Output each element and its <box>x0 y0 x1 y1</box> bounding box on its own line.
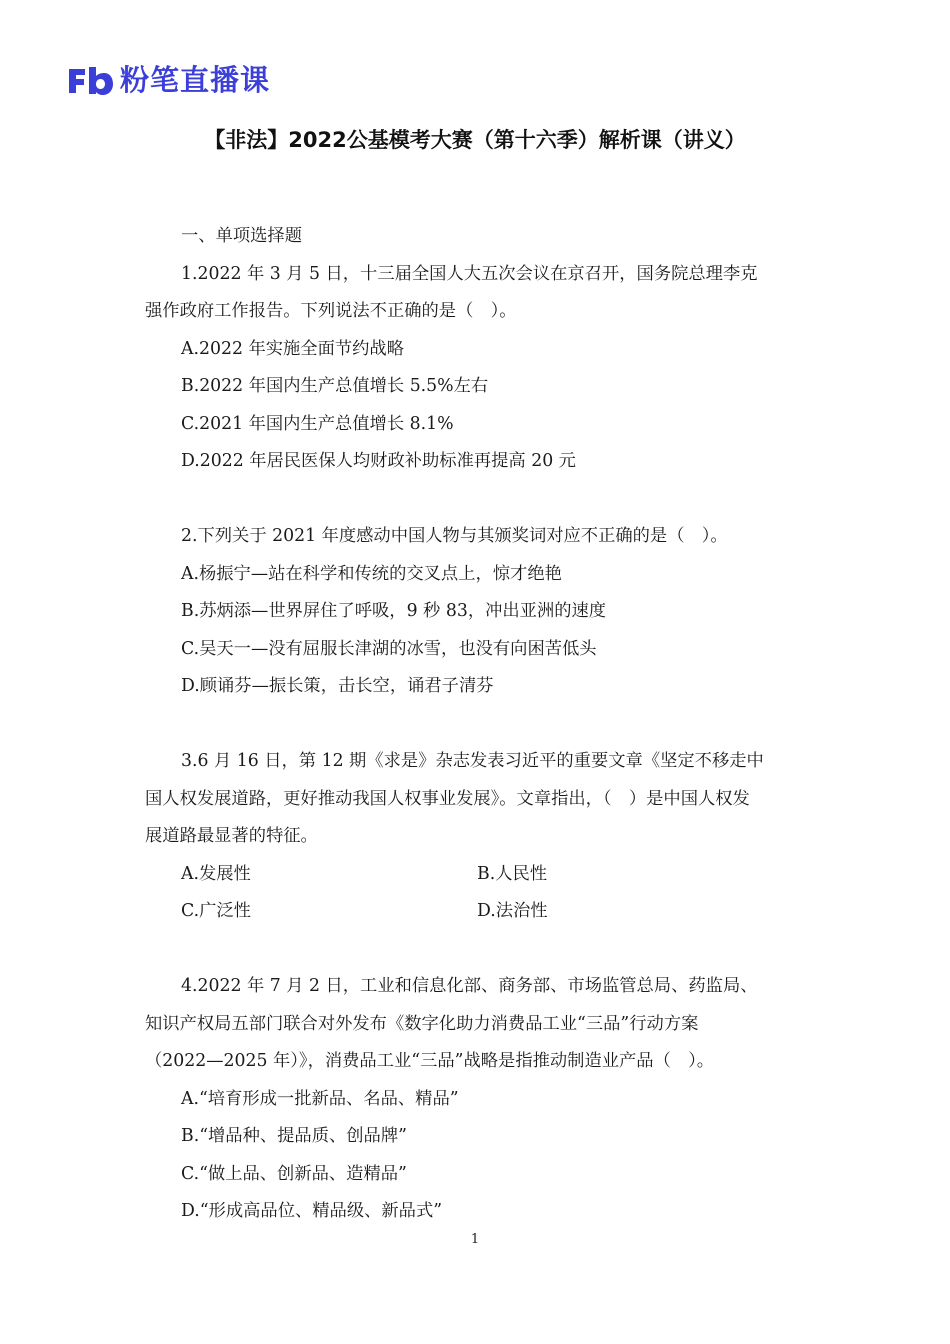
options-row <box>145 856 807 894</box>
option-a: A.“培育形成一批新品、名品、精品” <box>181 1088 459 1109</box>
option-b: B.2022 年国内生产总值增长 5.5%左右 <box>181 376 489 396</box>
question-stem: 1.2022 年 3 月 5 日，十三届全国人大五次会议在京召开，国务院总理李克 <box>181 263 758 284</box>
option-b: B.“增品种、提品质、创品牌” <box>181 1126 407 1146</box>
option-d: D.顾诵芬—振长策，击长空，诵君子清芬 <box>181 676 494 696</box>
question-stem: 4.2022 年 7 月 2 日，工业和信息化部、商务部、市场监管总局、药监局、 <box>181 976 758 996</box>
question-stem: 3.6 月 16 日，第 12 期《求是》杂志发表习近平的重要文章《坚定不移走中 <box>181 751 764 771</box>
brand-logo <box>66 62 270 98</box>
question-stem: 知识产权局五部门联合对外发布《数字化助力消费品工业“三品”行动方案 <box>145 1013 699 1034</box>
question-1 <box>145 256 807 481</box>
question-stem: 国人权发展道路，更好推动我国人权事业发展》。文章指出，（ ）是中国人权发 <box>145 788 750 809</box>
option-c: C.广泛性 <box>181 901 251 921</box>
question-3 <box>145 743 807 931</box>
option-c: C.吴天一—没有屈服长津湖的冰雪，也没有向困苦低头 <box>181 638 597 659</box>
option-a: A.发展性 <box>181 863 251 884</box>
question-stem: 展道路最显著的特征。 <box>145 826 318 846</box>
document-title: 【非法】2022公基模考大赛（第十六季）解析课（讲义） <box>204 128 746 152</box>
brand-name: 粉笔直播课 <box>120 63 271 97</box>
option-c: C.“做上品、创新品、造精品” <box>181 1163 407 1184</box>
question-2 <box>145 518 807 706</box>
option-d: D.法治性 <box>477 901 548 921</box>
option-b: B.人民性 <box>477 863 548 884</box>
question-stem: （2022—2025 年）》，消费品工业“三品”战略是指推动制造业产品（ ）。 <box>145 1051 715 1071</box>
option-d: D.“形成高品位、精品级、新品式” <box>181 1201 443 1221</box>
options-row <box>145 893 807 931</box>
document-body <box>145 218 807 1231</box>
fb-logo-icon <box>66 65 114 95</box>
option-a: A.杨振宁—站在科学和传统的交叉点上，惊才绝艳 <box>181 563 562 584</box>
question-4 <box>145 968 807 1231</box>
option-d: D.2022 年居民医保人均财政补助标准再提高 20 元 <box>181 451 576 471</box>
option-c: C.2021 年国内生产总值增长 8.1% <box>181 413 454 434</box>
question-stem: 2.下列关于 2021 年度感动中国人物与其颁奖词对应不正确的是（ ）。 <box>181 526 728 546</box>
question-stem: 强作政府工作报告。下列说法不正确的是（ ）。 <box>145 301 517 321</box>
option-a: A.2022 年实施全面节约战略 <box>181 338 404 359</box>
page-number: 1 <box>470 1232 480 1247</box>
option-b: B.苏炳添—世界屏住了呼吸，9 秒 83，冲出亚洲的速度 <box>181 601 607 621</box>
section-heading: 一、单项选择题 <box>181 226 302 246</box>
